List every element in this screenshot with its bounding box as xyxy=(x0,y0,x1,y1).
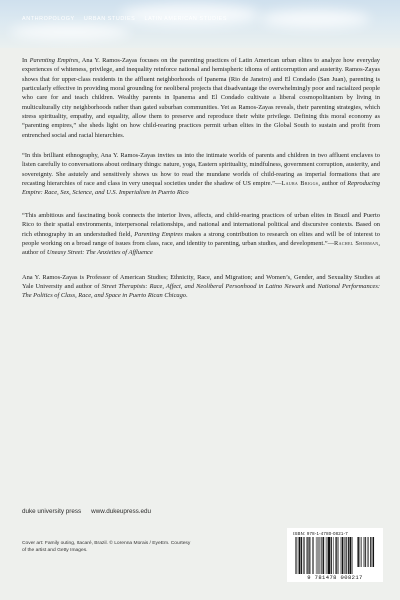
book-description: In Parenting Empires, Ana Y. Ramos-Zayas focuses on the parenting practices of Latin American urban elites to analyze how everyday experiences of whiteness, privilege, and inequality reinforce national and hemispheric idioms of anticorruption and austerity. Ramos-Zayas shows that for upper-class residents in the affluent neighborhoods of Ipanema (Rio de Janeiro) and El Condado (San Juan), parenting is particularly effective in providing moral grounding for neoliberal projects that disadvantage the overwhelmingly poor and racialized people who care for and teach children. Wealthy parents in Ipanema and El Condado cultivate a liberal cosmopolitanism by living in multiculturally city neighborhoods rather than gated suburban communities. Yet as Ramos-Zayas reveals, their parenting strategies, which stress spirituality, empathy, and equality, allow them to preserve and reproduce their white privilege. Defining this moral economy as “parenting empires,” she sheds light on how child-rearing practices permit urban elites in the Global South to sustain and profit from entrenched social and racial hierarchies. xyxy=(22,57,380,139)
barcode-bar xyxy=(357,537,358,567)
barcode-number: 9 781478 008217 xyxy=(307,574,363,581)
barcode-bar xyxy=(327,537,328,574)
author-bio: Ana Y. Ramos-Zayas is Professor of American Studies; Ethnicity, Race, and Migration; and Women’s, Gender, and Sexuality Studies at Yale University and author of Street Therapists: Race, Affect, and Neoliberal Personhood in Latino Newark and National Performances: The Politics of Class, Race, and Space in Puerto Rican Chicago. xyxy=(22,273,380,300)
barcode-bar xyxy=(307,537,308,574)
barcode-bar xyxy=(312,537,313,574)
barcode-bar xyxy=(308,537,309,574)
barcode-bar xyxy=(298,537,299,574)
barcode-bar xyxy=(372,537,373,567)
blurb-author: Rachel Sherman xyxy=(334,239,379,247)
subject-latin-american-studies: LATIN AMERICAN STUDIES xyxy=(144,16,228,22)
blurb-briggs: “In this brilliant ethnography, Ana Y. Ramos-Zayas invites us into the intimate worlds of parents and children in two affluent enclaves to listen carefully to conversations about ordinary things: nature, yoga, Eastern spirituality, mindfulness, government corruption, austerity, and sovereignty. She astutely and sensitively shows us how to read the mundane worlds of child-rearing as imperial formations that are recasting hierarchies of race and class in very unequal societies under the shadow of US empire.”—Laura Briggs, author of Reproducing Empire: Race, Sex, Science, and U.S. Imperialism in Puerto Rico xyxy=(22,152,380,197)
barcode-bar xyxy=(370,537,371,567)
barcode-bar xyxy=(365,537,366,567)
barcode-bar xyxy=(304,537,305,574)
barcode-bar xyxy=(321,537,322,574)
barcode-bar xyxy=(296,537,297,574)
blurb-book-title: Reproducing Empire: Race, Sex, Science, and U.S. Imperialism in Puerto Rico xyxy=(22,180,380,197)
barcode-bar xyxy=(346,537,347,574)
barcode-bar xyxy=(316,537,317,574)
blurb-book-title: Uneasy Street: The Anxieties of Affluence xyxy=(46,249,153,257)
blurb-author: Laura Briggs xyxy=(281,180,319,188)
price-barcode-bars xyxy=(357,537,377,567)
cover-photo-sky xyxy=(0,0,400,48)
barcode-bar xyxy=(352,537,353,574)
blurb-sherman: “This ambitious and fascinating book connects the interior lives, affects, and child-rearing practices of urban elites in Brazil and Puerto Rico to their spatial environments, interpersonal relationships, and national and international political and discursive contexts. Based on rich ethnography in an understudied field, Parenting Empires makes a strong contribution to research on elites and will be of interest to people working on a broad range of issues from class, race, and identity to parenting, urban studies, and development.”—Rachel Sherman, author of Uneasy Street: The Anxieties of Affluence xyxy=(22,211,381,257)
barcode-bar xyxy=(295,537,296,574)
barcode-bar xyxy=(349,537,351,574)
ean-barcode-bars xyxy=(295,537,353,574)
barcode-bar xyxy=(368,537,369,567)
barcode-bar xyxy=(303,537,304,574)
barcode-bar xyxy=(318,537,319,574)
barcode-bar xyxy=(299,537,301,574)
barcode-bar xyxy=(335,537,336,574)
barcode-bar xyxy=(313,537,314,574)
barcode-bar xyxy=(320,537,321,574)
barcode-bar xyxy=(364,537,365,567)
barcode-bar xyxy=(367,537,368,567)
subject-anthropology: ANTHROPOLOGY xyxy=(22,16,75,22)
cover-art-credit: Cover art: Family outing, Itacaré, Brazil. © Lorenna Morais / EyeEm. Courtesy of the artist and Getty Images. xyxy=(22,541,191,553)
subject-urban-studies: URBAN STUDIES xyxy=(83,16,136,22)
barcode-bar xyxy=(323,537,324,574)
barcode-bar xyxy=(341,537,342,574)
barcode-bar xyxy=(301,537,302,574)
publisher-url: www.dukeupress.edu xyxy=(91,508,152,515)
barcode-bar xyxy=(338,537,339,574)
barcode-bar xyxy=(373,537,374,567)
subject-categories xyxy=(22,16,234,22)
barcode-bar xyxy=(342,537,344,574)
publisher-name: duke university press xyxy=(22,508,82,515)
barcode-bar xyxy=(348,537,349,574)
barcode-bar xyxy=(333,537,334,574)
barcode-bar xyxy=(326,537,327,574)
barcode-bar xyxy=(360,537,361,567)
barcode-bar xyxy=(331,537,332,574)
barcode-bar xyxy=(361,537,362,567)
back-cover-text xyxy=(22,56,380,301)
barcode-bar xyxy=(328,537,330,574)
barcode-bar xyxy=(345,537,346,574)
barcode-bar xyxy=(336,537,337,574)
publisher-footer xyxy=(22,508,151,515)
barcode-bar xyxy=(309,537,310,574)
book-title: Parenting Empires, xyxy=(29,57,80,64)
barcode-bar xyxy=(319,537,320,574)
barcode xyxy=(287,528,383,582)
barcode-bar xyxy=(358,537,359,567)
isbn-label: ISBN: 978-1-4780-0821-7 xyxy=(293,531,348,536)
